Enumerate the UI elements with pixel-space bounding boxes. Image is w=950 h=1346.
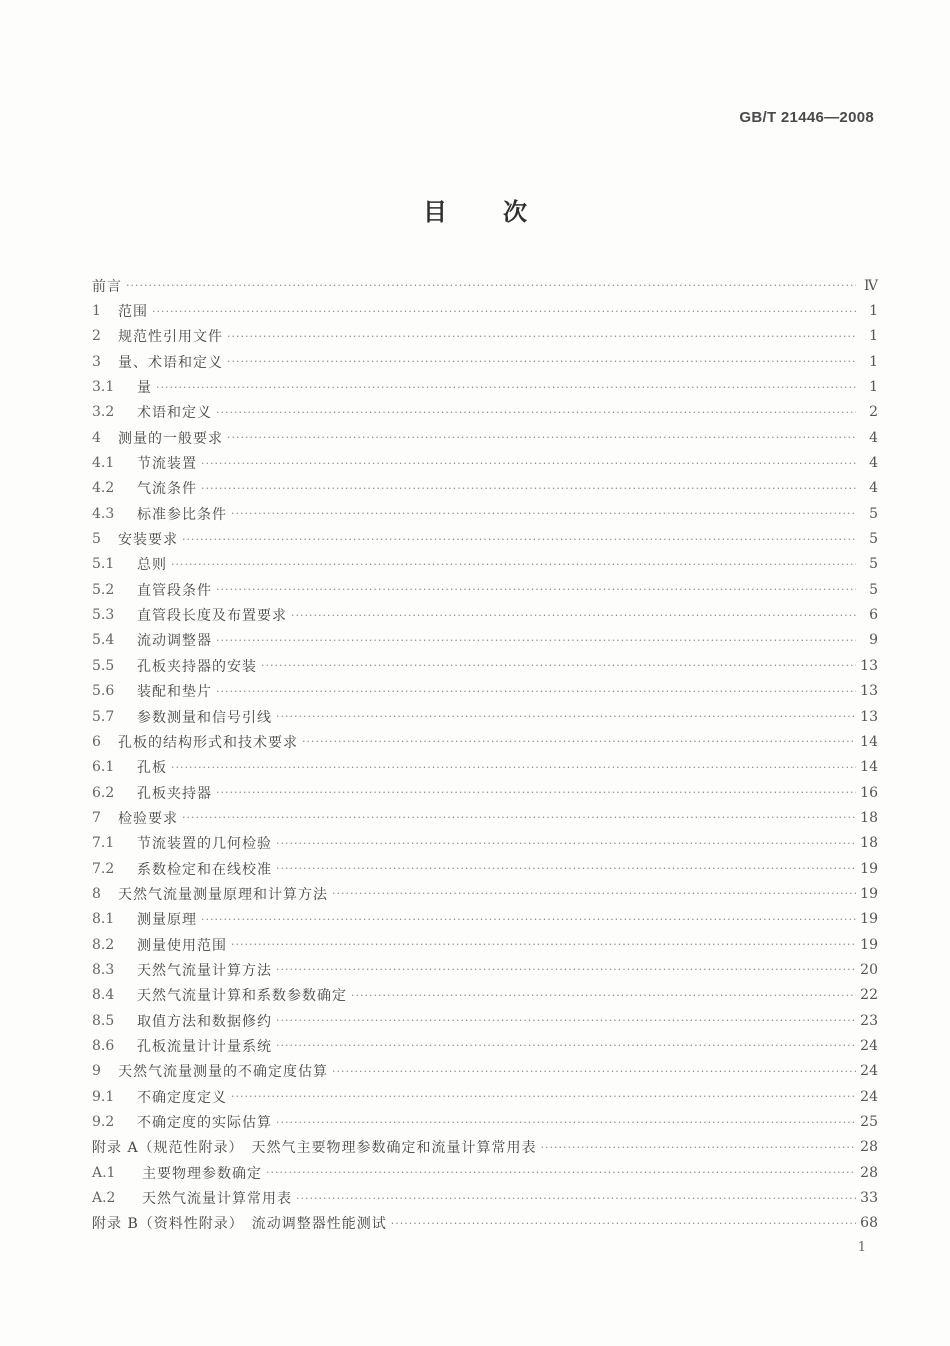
toc-entry[interactable] [92,425,878,450]
toc-entry-label: 附录 B（资料性附录） 流动调整器性能测试 [92,1216,387,1233]
toc-leader-dots [276,837,856,850]
toc-entry-page: 22 [860,987,878,1004]
toc-leader-dots [201,457,856,470]
toc-entry[interactable] [92,400,878,425]
toc-leader-dots [351,989,856,1002]
toc-entry[interactable] [92,805,878,830]
toc-leader-dots [171,761,856,774]
toc-entry-page: 1 [869,353,878,370]
toc-entry-number: 4.1 [92,455,115,472]
toc-entry-label: 孔板 [137,760,167,777]
toc-entry[interactable] [92,1059,878,1084]
title-char-1: 目 [423,197,447,226]
toc-entry-number: 8.4 [92,987,115,1004]
toc-entry-page: 19 [860,936,878,953]
toc-entry-page: 1 [869,328,878,345]
toc-leader-dots [276,1014,856,1027]
toc-entry-label: 天然气流量测量原理和计算方法 [118,886,328,903]
toc-entry-page: 28 [860,1164,878,1181]
toc-entry-label: 总则 [137,557,167,574]
toc-leader-dots [231,938,856,951]
toc-leader-dots [227,355,856,368]
toc-entry-number: 9.1 [92,1088,115,1105]
toc-entry-number: 5.6 [92,683,115,700]
toc-entry-page: 13 [860,657,878,674]
toc-entry-number: 6.1 [92,759,115,776]
toc-entry-page: 5 [869,581,878,598]
toc-leader-dots [276,862,856,875]
toc-entry-number: 6.2 [92,784,115,801]
toc-entry-label: 天然气流量计算和系数参数确定 [137,988,347,1005]
toc-entry-number: 2 [92,328,101,345]
toc-entry-number: 3.2 [92,404,115,421]
toc-leader-dots [171,558,856,571]
toc-entry-page: 13 [860,683,878,700]
toc-entry[interactable] [92,577,878,602]
toc-entry[interactable] [92,1185,878,1210]
toc-leader-dots [216,685,856,698]
toc-entry-page: 68 [860,1215,878,1232]
toc-leader-dots [276,710,856,723]
toc-leader-dots [227,431,856,444]
toc-leader-dots [182,811,856,824]
toc-entry-number: 8.3 [92,961,115,978]
toc-entry-page: 4 [869,455,878,472]
toc-entry-number: 6 [92,733,101,750]
toc-entry[interactable] [92,501,878,526]
toc-entry-page: 14 [860,733,878,750]
toc-entry-label: 取值方法和数据修约 [137,1013,272,1030]
toc-entry-page: 14 [860,759,878,776]
toc-entry-page: 19 [860,885,878,902]
toc-entry-page: 4 [869,429,878,446]
toc-entry-number: 4.3 [92,505,115,522]
toc-entry-number: 9.2 [92,1114,115,1131]
toc-entry-page: 24 [860,1063,878,1080]
toc-entry[interactable] [92,831,878,856]
toc-entry-label: 孔板流量计计量系统 [137,1038,272,1055]
toc-entry-number: 8 [92,885,101,902]
toc-entry-label: 检验要求 [118,810,178,827]
toc-entry-page: 5 [869,531,878,548]
toc-entry-number: 3 [92,353,101,370]
toc-entry-page: 5 [869,556,878,573]
toc-entry-page: 19 [860,911,878,928]
toc-entry[interactable] [92,1160,878,1185]
toc-entry-page: 1 [869,303,878,320]
toc-leader-dots [216,634,856,647]
toc-entry-page: 25 [860,1114,878,1131]
standard-code: GB/T 21446—2008 [739,109,874,126]
toc-entry-page: 5 [869,505,878,522]
toc-entry-label: 流动调整器 [137,633,212,650]
toc-entry-page: 20 [860,961,878,978]
toc-leader-dots [266,1166,856,1179]
toc-leader-dots [156,381,856,394]
toc-entry-number: A.1 [92,1164,116,1181]
toc-entry-page: 1 [869,379,878,396]
toc-entry-number: 5.2 [92,581,115,598]
toc-entry-number: 7.2 [92,860,115,877]
toc-leader-dots [201,482,856,495]
toc-entry-label: 直管段条件 [137,582,212,599]
title-char-2: 次 [503,197,527,226]
toc-entry-label: 参数测量和信号引线 [137,709,272,726]
toc-entry-page: 33 [860,1190,878,1207]
toc-entry-label: 测量原理 [137,912,197,929]
toc-entry-label: 主要物理参数确定 [142,1165,262,1182]
toc-entry[interactable] [92,349,878,374]
toc-entry-label: 附录 A（规范性附录） 天然气主要物理参数确定和流量计算常用表 [92,1140,537,1157]
toc-entry-page: 28 [860,1139,878,1156]
toc-leader-dots [541,1141,856,1154]
toc-entry[interactable] [92,780,878,805]
toc-entry[interactable] [92,983,878,1008]
toc-entry[interactable] [92,1211,878,1236]
toc-entry[interactable] [92,374,878,399]
toc-entry[interactable] [92,526,878,551]
toc-entry-page: 23 [860,1012,878,1029]
toc-leader-dots [302,735,856,748]
toc-entry-label: 孔板夹持器的安装 [137,658,257,675]
toc-entry[interactable] [92,1033,878,1058]
toc-entry[interactable] [92,729,878,754]
toc-entry[interactable] [92,932,878,957]
toc-entry-number: 8.2 [92,936,115,953]
toc-entry-label: 测量的一般要求 [118,430,223,447]
toc-entry-label: 量 [137,380,152,397]
toc-entry[interactable] [92,1135,878,1160]
toc-entry-label: 范围 [118,304,148,321]
toc-entry-label: 天然气流量测量的不确定度估算 [118,1064,328,1081]
toc-entry-number: 5.3 [92,607,115,624]
toc-entry[interactable] [92,1109,878,1134]
toc-entry[interactable] [92,1008,878,1033]
toc-entry[interactable] [92,1084,878,1109]
toc-entry-number: 8.6 [92,1037,115,1054]
toc-entry-number: 1 [92,303,101,320]
toc-entry-label: 孔板夹持器 [137,785,212,802]
toc-entry-label: 气流条件 [137,481,197,498]
toc-leader-dots [182,533,856,546]
toc-entry-number: 7 [92,809,101,826]
toc-entry-label: 节流装置的几何检验 [137,836,272,853]
toc-entry-number: 5.7 [92,708,115,725]
toc-entry-label: 系数检定和在线校准 [137,861,272,878]
toc-entry-label: 安装要求 [118,532,178,549]
toc-entry-page: 24 [860,1088,878,1105]
toc-leader-dots [201,913,856,926]
toc-entry[interactable] [92,324,878,349]
toc-entry-number: 5.4 [92,632,115,649]
toc-entry-label: 术语和定义 [137,405,212,422]
toc-entry[interactable] [92,653,878,678]
toc-entry[interactable] [92,552,878,577]
toc-entry-number: 7.1 [92,835,115,852]
toc-entry-page: 16 [860,784,878,801]
toc-entry-label: 测量使用范围 [137,937,227,954]
toc-entry[interactable] [92,273,878,298]
toc-entry-label: 不确定度定义 [137,1089,227,1106]
toc-leader-dots [332,887,856,900]
page-number: 1 [857,1240,866,1255]
toc-entry-label: 天然气流量计算常用表 [142,1191,292,1208]
toc-entry-page: 4 [869,480,878,497]
toc-entry-page: 19 [860,860,878,877]
toc-leader-dots [231,1090,856,1103]
toc-leader-dots [126,279,856,292]
page-title [0,192,950,227]
toc-entry[interactable] [92,450,878,475]
toc-entry-page: 24 [860,1037,878,1054]
toc-leader-dots [231,507,856,520]
toc-entry[interactable] [92,628,878,653]
toc-entry[interactable] [92,704,878,729]
toc-entry-page: 13 [860,708,878,725]
toc-entry-label: 装配和垫片 [137,684,212,701]
toc-entry[interactable] [92,602,878,627]
toc-entry-number: 5.5 [92,657,115,674]
toc-entry-number: 5 [92,531,101,548]
toc-entry[interactable] [92,957,878,982]
toc-leader-dots [276,1039,856,1052]
toc-entry[interactable] [92,907,878,932]
toc-entry-number: 5.1 [92,556,115,573]
toc-entry[interactable] [92,679,878,704]
toc-leader-dots [291,609,856,622]
table-of-contents [92,273,878,1236]
toc-entry[interactable] [92,476,878,501]
toc-entry-page: 18 [860,835,878,852]
toc-leader-dots [276,1116,856,1129]
toc-entry-page: Ⅳ [864,277,878,294]
toc-entry-label: 前言 [92,278,122,295]
toc-leader-dots [296,1192,856,1205]
toc-entry-page: 6 [869,607,878,624]
toc-entry-label: 孔板的结构形式和技术要求 [118,734,298,751]
toc-entry-number: 8.1 [92,911,115,928]
toc-entry[interactable] [92,755,878,780]
toc-entry-number: A.2 [92,1190,116,1207]
toc-entry-page: 9 [869,632,878,649]
toc-leader-dots [391,1217,856,1230]
toc-leader-dots [216,406,856,419]
toc-leader-dots [261,659,856,672]
toc-entry-page: 18 [860,809,878,826]
toc-entry-label: 节流装置 [137,456,197,473]
toc-entry-label: 天然气流量计算方法 [137,962,272,979]
toc-entry[interactable] [92,856,878,881]
toc-entry-number: 3.1 [92,379,115,396]
toc-leader-dots [216,583,856,596]
toc-entry-number: 8.5 [92,1012,115,1029]
toc-entry[interactable] [92,298,878,323]
toc-entry-number: 9 [92,1063,101,1080]
toc-entry-number: 4.2 [92,480,115,497]
toc-leader-dots [332,1065,856,1078]
toc-entry-number: 4 [92,429,101,446]
toc-entry-label: 直管段长度及布置要求 [137,608,287,625]
toc-leader-dots [216,786,856,799]
toc-entry-label: 规范性引用文件 [118,329,223,346]
toc-leader-dots [227,330,856,343]
toc-leader-dots [276,963,856,976]
toc-entry[interactable] [92,881,878,906]
toc-entry-label: 不确定度的实际估算 [137,1115,272,1132]
toc-entry-page: 2 [869,404,878,421]
toc-leader-dots [152,305,856,318]
toc-entry-label: 量、术语和定义 [118,354,223,371]
toc-entry-label: 标准参比条件 [137,506,227,523]
